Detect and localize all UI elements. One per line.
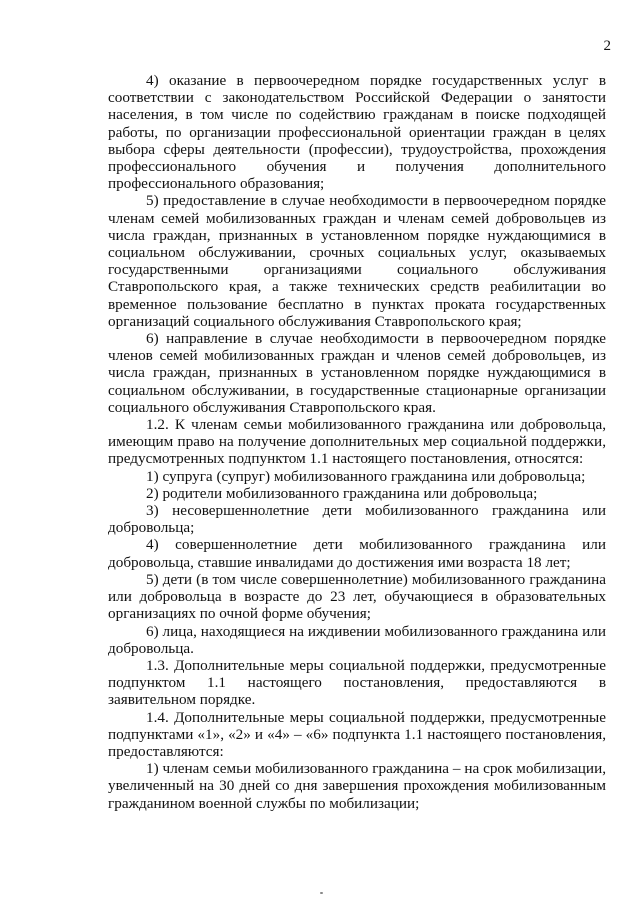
paragraph-1-3: 1.3. Дополнительные меры социальной поддержки, предусмотренные подпунктом 1.1 настоящего постановления, предоставляются в заявительном порядке.: [108, 656, 606, 709]
paragraph-family-5: 5) дети (в том числе совершеннолетние) мобилизованного гражданина или добровольца в возрасте до 23 лет, обучающиеся в образовательных организациях по очной форме обучения;: [108, 570, 606, 623]
paragraph-item-6: 6) направление в случае необходимости в первоочередном порядке членов семей мобилизованных граждан и членов семей добровольцев, из числа граждан, признанных в установленном порядке нуждающимися в социальном обслуживании, в государственные стационарные организации социального обслуживания Ставропольского края.: [108, 330, 606, 416]
paragraph-family-4: 4) совершеннолетние дети мобилизованного гражданина или добровольца, ставшие инвалидами до достижения ими возраста 18 лет;: [108, 536, 606, 571]
page-number: 2: [603, 38, 611, 54]
paragraph-item-5: 5) предоставление в случае необходимости в первоочередном порядке членам семей мобилизованных граждан и членам семей добровольцев из числа граждан, признанных в установленном порядке нуждающимися в социальном обслуживании, срочных социальных услуг, оказываемых государственными организациями социального обслуживания Ставропольского края, а также технических средств реабилитации во временное пользование бесплатно в пунктах проката государственных организаций социального обслуживания Ставропольского края;: [108, 192, 606, 330]
paragraph-family-2: 2) родители мобилизованного гражданина или добровольца;: [146, 484, 538, 502]
paragraph-1-4: 1.4. Дополнительные меры социальной поддержки, предусмотренные подпунктами «1», «2» и «4» – «6» подпункта 1.1 настоящего постановления, предоставляются:: [108, 708, 606, 760]
paragraph-1-4-item-1: 1) членам семьи мобилизованного гражданина – на срок мобилизации, увеличенный на 30 дней со дня завершения прохождения мобилизованным гражданином военной службы по мобилизации;: [108, 760, 606, 812]
paragraph-1-2: 1.2. К членам семьи мобилизованного гражданина или добровольца, имеющим право на получение дополнительных мер социальной поддержки, предусмотренных подпунктом 1.1 настоящего постановления, относятся:: [108, 416, 606, 468]
document-body: [108, 72, 606, 812]
scan-mark: [320, 892, 323, 894]
paragraph-family-1: 1) супруга (супруг) мобилизованного гражданина или добровольца;: [146, 467, 586, 485]
paragraph-family-3: 3) несовершеннолетние дети мобилизованного гражданина или добровольца;: [108, 502, 606, 537]
paragraph-family-6: 6) лица, находящиеся на иждивении мобилизованного гражданина или добровольца.: [108, 622, 606, 657]
paragraph-item-4: 4) оказание в первоочередном порядке государственных услуг в соответствии с законодательством Российской Федерации о занятости населения, в том числе по содействию гражданам в поиске подходящей работы, по организации профессиональной ориентации граждан в целях выбора сферы деятельности (профессии), трудоустройства, прохождения профессионального обучения и получения дополнительного профессионального образования;: [108, 72, 606, 193]
